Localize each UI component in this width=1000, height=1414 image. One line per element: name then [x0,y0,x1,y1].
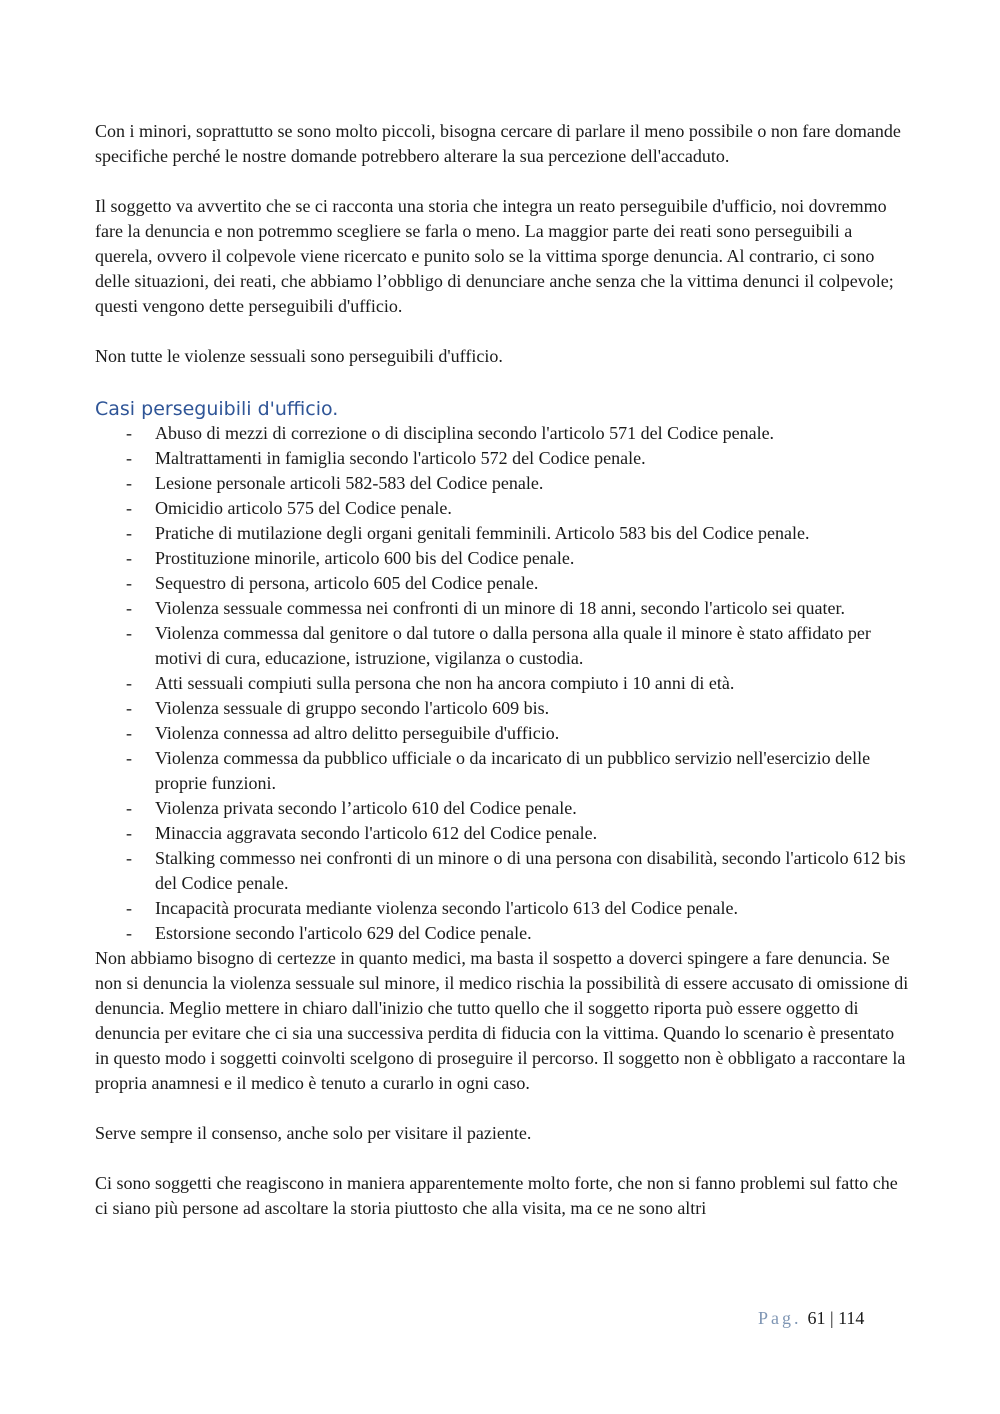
spacer [95,1096,910,1121]
list-item [95,496,910,521]
bullet-dash: - [126,448,132,468]
spacer [95,369,910,394]
paragraph-reazioni: Ci sono soggetti che reagiscono in maniera apparentemente molto forte, che non si fanno problemi sul fatto che ci siano più persone ad ascoltare la storia piuttosto che alla visita, ma ce ne sono altri [95,1173,898,1218]
list-item [95,921,910,946]
bullet-dash: - [126,573,132,593]
list-item-text: Maltrattamenti in famiglia secondo l'articolo 572 del Codice penale. [155,448,646,468]
casi-list [95,421,910,946]
spacer [95,169,910,194]
list-item-text: Abuso di mezzi di correzione o di disciplina secondo l'articolo 571 del Codice penale. [155,423,775,443]
list-item-text: Minaccia aggravata secondo l'articolo 612 del Codice penale. [155,823,598,843]
page-label: Pag. [758,1308,802,1328]
list-item-text: Violenza commessa dal genitore o dal tutore o dalla persona alla quale il minore è stato affidato per motivi di cura, educazione, istruzione, vigilanza o custodia. [155,623,871,668]
section-heading: Casi perseguibili d'ufficio. [95,398,339,420]
list-item [95,696,910,721]
list-item [95,421,910,446]
list-item-text: Violenza commessa da pubblico ufficiale o da incaricato di un pubblico servizio nell'esercizio delle proprie funzioni. [155,748,871,793]
list-item [95,746,910,796]
list-item-text: Omicidio articolo 575 del Codice penale. [155,498,452,518]
bullet-dash: - [126,823,132,843]
list-item [95,546,910,571]
page-number: 61 | 114 [807,1308,865,1328]
list-item [95,621,910,671]
list-item [95,846,910,896]
paragraph-certezze: Non abbiamo bisogno di certezze in quanto medici, ma basta il sospetto a doverci spingere a fare denuncia. Se non si denuncia la violenza sessuale sul minore, il medico rischia la possibilità di essere accusato di omissione di denuncia. Meglio mettere in chiaro dall'inizio che tutto quello che il soggetto riporta può essere oggetto di denuncia per evitare che ci sia una successiva perdita di fiducia con la vittima. Quando lo scenario è presentato in questo modo i soggetti coinvolti scelgono di proseguire il percorso. Il soggetto non è obbligato a raccontare la propria anamnesi e il medico è tenuto a curarlo in ogni caso. [95,948,909,1093]
paragraph-consenso: Serve sempre il consenso, anche solo per visitare il paziente. [95,1123,532,1143]
bullet-dash: - [126,923,132,943]
bullet-dash: - [126,723,132,743]
list-item [95,671,910,696]
spacer [95,1146,910,1171]
bullet-dash: - [126,423,132,443]
bullet-dash: - [126,523,132,543]
list-item [95,571,910,596]
bullet-dash: - [126,623,132,643]
list-item [95,471,910,496]
bullet-dash: - [126,748,132,768]
list-item-text: Prostituzione minorile, articolo 600 bis del Codice penale. [155,548,575,568]
list-item-text: Incapacità procurata mediante violenza secondo l'articolo 613 del Codice penale. [155,898,738,918]
paragraph-minori: Con i minori, soprattutto se sono molto piccoli, bisogna cercare di parlare il meno possibile o non fare domande specifiche perché le nostre domande potrebbero alterare la sua percezione dell'accaduto. [95,121,901,166]
page-footer [758,1306,864,1331]
list-item [95,521,910,546]
list-item-text: Violenza privata secondo l’articolo 610 del Codice penale. [155,798,577,818]
list-item [95,721,910,746]
bullet-dash: - [126,798,132,818]
list-item-text: Violenza sessuale commessa nei confronti di un minore di 18 anni, secondo l'articolo sei quater. [155,598,845,618]
bullet-dash: - [126,548,132,568]
list-item [95,896,910,921]
list-item [95,596,910,621]
bullet-dash: - [126,698,132,718]
bullet-dash: - [126,848,132,868]
list-item [95,446,910,471]
bullet-dash: - [126,473,132,493]
page-body [95,119,910,1221]
bullet-dash: - [126,673,132,693]
bullet-dash: - [126,898,132,918]
list-item-text: Lesione personale articoli 582-583 del Codice penale. [155,473,544,493]
bullet-dash: - [126,498,132,518]
list-item-text: Estorsione secondo l'articolo 629 del Codice penale. [155,923,532,943]
list-item-text: Atti sessuali compiuti sulla persona che non ha ancora compiuto i 10 anni di età. [155,673,735,693]
spacer [95,319,910,344]
list-item-text: Pratiche di mutilazione degli organi genitali femminili. Articolo 583 bis del Codice penale. [155,523,810,543]
paragraph-avvertenza: Il soggetto va avvertito che se ci racconta una storia che integra un reato perseguibile d'ufficio, noi dovremmo fare la denuncia e non potremmo scegliere se farla o meno. La maggior parte dei reati sono perseguibili a querela, ovvero il colpevole viene ricercato e punito solo se la vittima sporge denuncia. Al contrario, ci sono delle situazioni, dei reati, che abbiamo l’obbligo di denunciare anche senza che la vittima denunci il colpevole; questi vengono dette perseguibili d'ufficio. [95,196,894,316]
list-item-text: Violenza sessuale di gruppo secondo l'articolo 609 bis. [155,698,550,718]
list-item [95,821,910,846]
bullet-dash: - [126,598,132,618]
list-item-text: Violenza connessa ad altro delitto perseguibile d'ufficio. [155,723,560,743]
list-item-text: Sequestro di persona, articolo 605 del Codice penale. [155,573,539,593]
list-item-text: Stalking commesso nei confronti di un minore o di una persona con disabilità, secondo l'articolo 612 bis del Codice penale. [155,848,906,893]
list-item [95,796,910,821]
paragraph-non-tutte: Non tutte le violenze sessuali sono perseguibili d'ufficio. [95,346,503,366]
